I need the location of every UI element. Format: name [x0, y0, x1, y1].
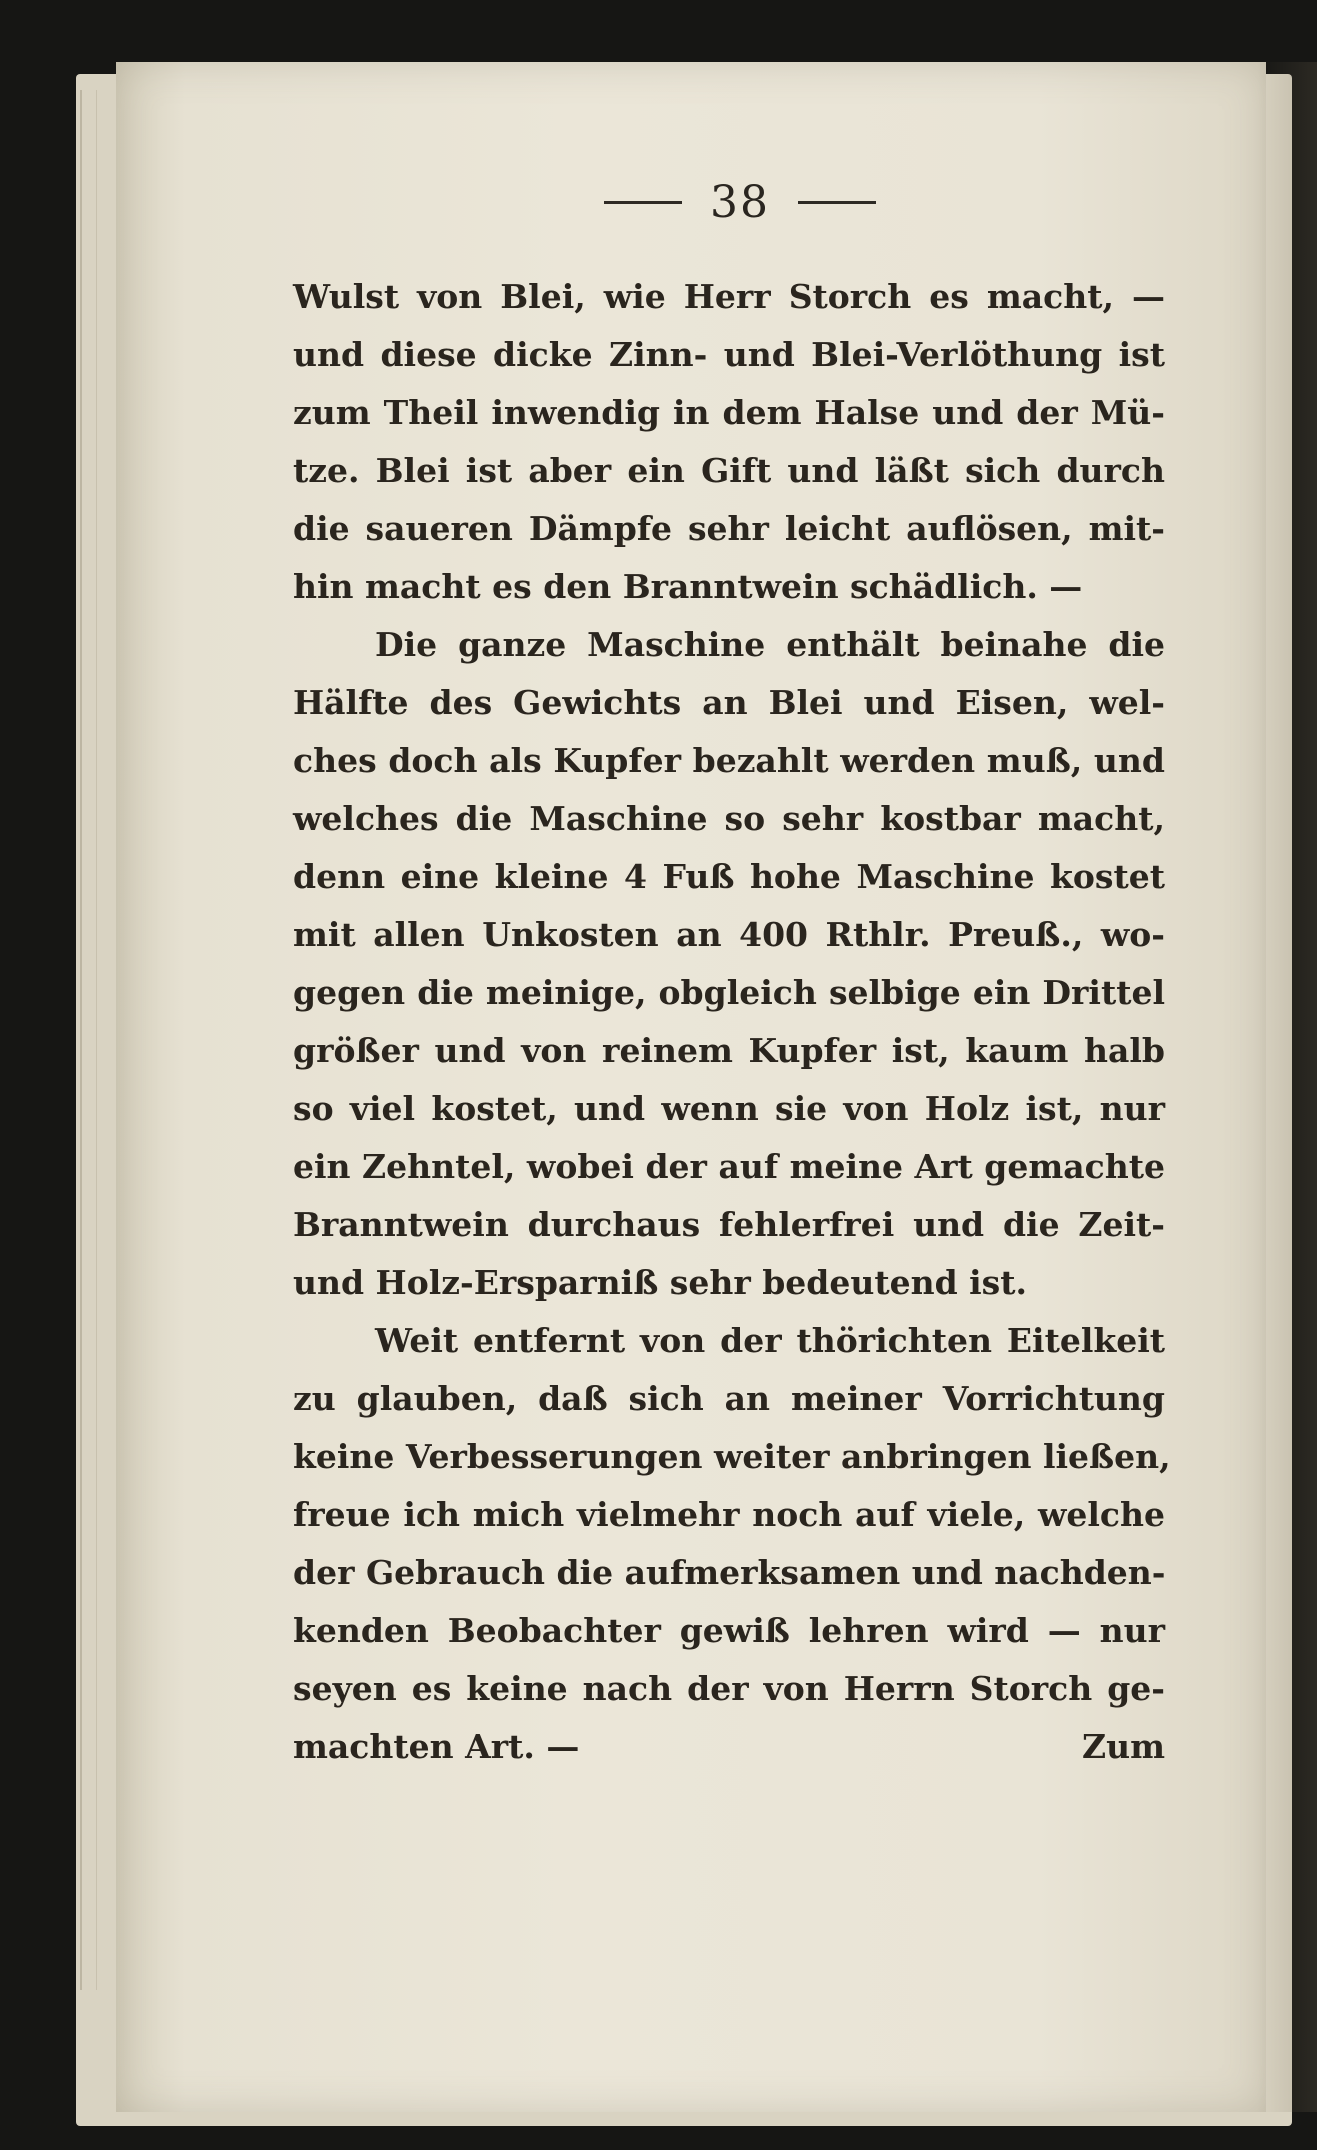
text-line: Wulst von Blei, wie Herr Storch es macht, — — [293, 277, 1165, 316]
paragraph-2 — [293, 616, 1165, 1312]
text-line: tze. Blei ist aber ein Gift und läßt sich durch — [293, 451, 1165, 490]
text-line: hin macht es den Branntwein schädlich. — — [293, 567, 1083, 606]
text-line: keine Verbesserungen weiter anbringen ließen, — [293, 1437, 1171, 1476]
text-line: kenden Beobachter gewiß lehren wird — nur — [293, 1611, 1165, 1650]
text-line: so viel kostet, und wenn sie von Holz ist, nur — [293, 1089, 1165, 1128]
text-line: Hälfte des Gewichts an Blei und Eisen, wel- — [293, 683, 1165, 722]
text-line: und Holz-Ersparniß sehr bedeutend ist. — [293, 1263, 1027, 1302]
paragraph-1 — [293, 268, 1165, 616]
paragraph-3 — [293, 1312, 1171, 1776]
text-line: Die ganze Maschine enthält beinahe die — [375, 625, 1165, 664]
text-line: der Gebrauch die aufmerksamen und nachden- — [293, 1553, 1166, 1592]
page-gutter-shadow — [1257, 62, 1317, 2112]
page-header — [560, 172, 920, 232]
text-line: ches doch als Kupfer bezahlt werden muß, und — [293, 741, 1165, 780]
text-line: zu glauben, daß sich an meiner Vorrichtung — [293, 1379, 1165, 1418]
text-line: denn eine kleine 4 Fuß hohe Maschine kostet — [293, 857, 1165, 896]
text-line: die saueren Dämpfe sehr leicht auflösen, mit- — [293, 509, 1165, 548]
text-line: welches die Maschine so sehr kostbar macht, — [293, 799, 1165, 838]
text-line: Branntwein durchaus fehlerfrei und die Zeit- — [293, 1205, 1165, 1244]
text-line: seyen es keine nach der von Herrn Storch ge- — [293, 1669, 1165, 1708]
text-line: Weit entfernt von der thörichten Eitelkeit — [375, 1321, 1165, 1360]
header-rule-right — [798, 201, 876, 204]
final-line — [293, 1718, 1165, 1776]
text-line: ein Zehntel, wobei der auf meine Art gemachte — [293, 1147, 1165, 1186]
text-line: größer und von reinem Kupfer ist, kaum halb — [293, 1031, 1165, 1070]
header-rule-left — [604, 201, 682, 204]
body-text — [293, 268, 1171, 1776]
text-line: gegen die meinige, obgleich selbige ein Drittel — [293, 973, 1165, 1012]
text-line: freue ich mich vielmehr noch auf viele, welche — [293, 1495, 1165, 1534]
page-number: 38 — [710, 176, 770, 228]
text-line: zum Theil inwendig in dem Halse und der Mü- — [293, 393, 1165, 432]
catchword: Zum — [1082, 1727, 1165, 1766]
text-line: und diese dicke Zinn- und Blei-Verlöthung ist — [293, 335, 1165, 374]
text-line: mit allen Unkosten an 400 Rthlr. Preuß., wo- — [293, 915, 1165, 954]
text-line: machten Art. — — [293, 1727, 580, 1766]
